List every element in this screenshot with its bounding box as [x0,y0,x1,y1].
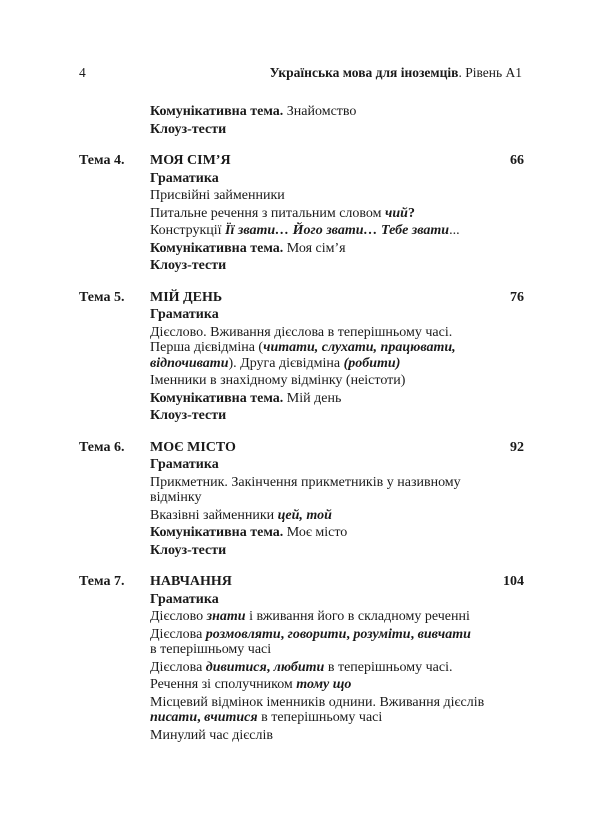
text-segment: тому що [296,677,352,692]
text-segment: Клоуз-тести [150,258,227,273]
text-segment: відпочивати [150,355,229,371]
text-segment: ? [407,205,415,221]
text-segment: в теперішньому часі [257,710,383,725]
entry-line [150,525,524,541]
toc-entry [150,677,524,693]
toc-section [79,440,524,559]
toc-section [79,290,524,424]
toc-entry [150,104,524,120]
text-segment: писати [150,710,198,725]
text-segment: Клоуз-тести [150,542,227,558]
text-segment: дивитися [205,659,267,675]
entry-line [150,391,524,407]
text-segment: вчитися [204,710,258,725]
topic-page-number: 76 [510,289,524,305]
text-segment: МІЙ ДЕНЬ [150,289,223,305]
entry-line [150,307,524,323]
toc-entry [150,171,524,187]
text-segment: Дієслова [150,659,206,675]
entry-line [150,171,524,187]
text-segment: Присвійні займенники [150,188,285,203]
entry-line [150,104,524,120]
entry-line [150,574,524,590]
toc-entry [150,627,524,658]
text-segment: , [197,710,205,725]
text-segment: чий [385,205,408,221]
book-title: Українська мова для іноземців [269,65,459,80]
text-segment: НАВЧАННЯ [150,574,232,589]
toc-entry [150,258,524,274]
text-segment: в теперішньому часі. [324,659,453,675]
entry-line [150,356,524,372]
entry-line [150,373,524,389]
toc-entry [150,660,524,676]
entry-line [150,660,524,676]
text-segment: (робити) [343,355,401,371]
text-segment: Перша дієвідміна ( [150,340,264,355]
entry-line [150,340,524,356]
text-segment: Моя сім’я [283,240,346,256]
text-segment: цей, той [277,507,332,523]
topic-label: Тема 4. [79,153,125,168]
entry-line [150,490,524,506]
text-segment: в теперішньому часі [150,642,272,657]
text-segment: Конструкції [150,223,226,238]
entry-line [150,153,524,169]
running-header [270,65,522,81]
entry-line [150,609,524,625]
toc-entry [150,440,524,456]
entry-line [150,695,524,711]
toc-entry [150,325,524,372]
toc-entry [150,525,524,541]
entry-line [150,122,524,138]
entry-line [150,241,524,257]
toc-section [79,574,524,743]
text-segment: Моє місто [283,525,348,540]
entry-line [150,677,524,693]
text-segment: ... [449,223,460,238]
topic-content [150,440,524,559]
text-segment: Прикметник. Закінчення прикметників у називному [150,474,461,490]
toc-entry [150,574,524,590]
text-segment: любити [273,659,325,675]
text-segment: Мій день [283,390,342,406]
text-segment: Комунікативна тема. [150,104,284,119]
text-segment: Минулий час дієслів [150,727,273,743]
entry-line [150,440,524,456]
topic-content [150,153,524,274]
entry-line [150,325,524,341]
entry-line [150,457,524,473]
text-segment: розуміти [353,626,411,642]
entry-line [150,627,524,643]
topic-content [150,574,524,743]
toc-section [79,104,524,137]
toc-entry [150,373,524,389]
text-segment: Граматика [150,457,219,472]
topic-label: Тема 7. [79,574,125,589]
page-number: 4 [79,65,86,80]
text-segment: читати, слухати, працювати, [263,340,456,355]
text-segment: ). Друга дієвідміна [228,355,344,371]
entry-line [150,408,524,424]
toc-entry [150,223,524,239]
table-of-contents [79,104,524,759]
text-segment: і вживання його в складному реченні [245,609,470,624]
entry-line [150,223,524,239]
entry-line [150,206,524,222]
text-segment: Іменники в знахідному відмінку (неістоти) [150,373,406,388]
text-segment: Клоуз-тести [150,121,227,137]
entry-line [150,728,524,744]
toc-entry [150,609,524,625]
text-segment: Граматика [150,307,219,322]
entry-line [150,592,524,608]
text-segment: Комунікативна тема. [150,525,284,540]
text-segment: вивчати [417,626,471,642]
text-segment: Граматика [150,170,219,186]
text-segment: Дієслова [150,626,206,642]
toc-entry [150,153,524,169]
entry-line [150,188,524,204]
entry-line [150,710,524,726]
text-segment: Питальне речення з питальним словом [150,205,386,221]
topic-page-number: 104 [503,574,524,589]
toc-entry [150,728,524,744]
text-segment: відмінку [150,490,202,505]
text-segment: Дієслово [150,609,207,624]
text-segment: МОЄ МІСТО [150,439,236,455]
topic-label: Тема 6. [79,439,125,455]
toc-entry [150,122,524,138]
text-segment: Місцевий відмінок іменників однини. Вживання дієслів [150,694,485,710]
toc-entry [150,457,524,473]
entry-line [150,543,524,559]
entry-line [150,642,524,658]
text-segment: МОЯ СІМ’Я [150,153,231,168]
toc-entry [150,391,524,407]
entry-line [150,508,524,524]
text-segment: Комунікативна тема. [150,240,284,256]
text-segment: говорити [287,626,347,642]
toc-entry [150,241,524,257]
text-segment: Клоуз-тести [150,408,227,423]
toc-entry [150,408,524,424]
text-segment: Дієслово. Вживання дієслова в теперішньому часі. [150,324,453,340]
text-segment: Речення зі сполучником [150,677,297,692]
toc-entry [150,695,524,726]
toc-entry [150,543,524,559]
text-segment: Вказівні займенники [150,507,278,523]
topic-page-number: 66 [510,153,524,168]
toc-entry [150,307,524,323]
topic-label: Тема 5. [79,289,125,305]
toc-entry [150,508,524,524]
text-segment: , [346,626,354,642]
text-segment: Граматика [150,591,219,607]
topic-content [150,290,524,424]
text-segment: , [280,626,288,642]
entry-line [150,475,524,491]
text-segment: , [410,626,418,642]
toc-entry [150,592,524,608]
entry-line [150,258,524,274]
topic-content [150,104,524,137]
toc-section [79,153,524,274]
entry-line [150,290,524,306]
text-segment: розмовляти [205,626,281,642]
toc-entry [150,188,524,204]
toc-entry [150,206,524,222]
text-segment: Її звати… Його звати… Тебе звати [225,223,450,238]
toc-entry [150,475,524,506]
text-segment: Знайомство [283,104,357,119]
book-level: . Рівень А1 [458,65,522,80]
text-segment: , [266,659,274,675]
toc-entry [150,290,524,306]
topic-page-number: 92 [510,439,524,455]
text-segment: Комунікативна тема. [150,390,284,406]
text-segment: знати [206,609,246,624]
